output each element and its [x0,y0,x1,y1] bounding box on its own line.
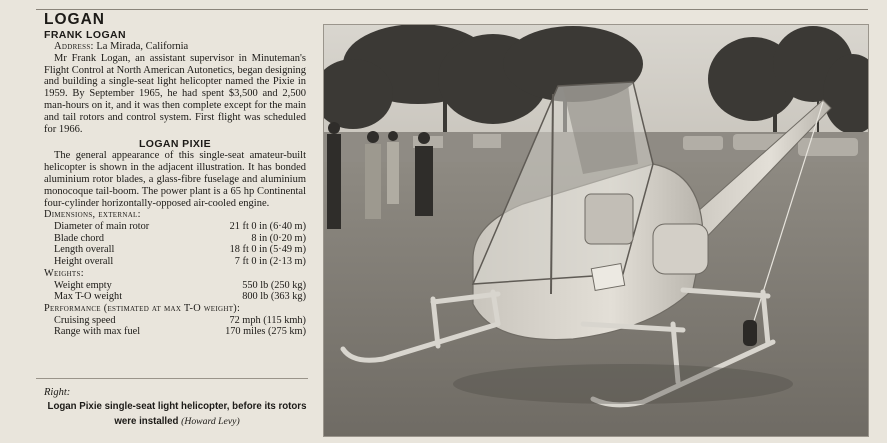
aircraft-title: LOGAN PIXIE [138,138,212,151]
spec-label: Blade chord [54,232,105,244]
caption-text: Logan Pixie single-seat light helicopter, before its rotors were installed [47,401,307,427]
spec-row [44,291,306,303]
designer-name: FRANK LOGAN [44,29,126,41]
ground-wheel [743,320,757,346]
spec-row [44,326,306,338]
spec-label: Length overall [54,244,115,256]
spec-row [44,233,306,245]
address-label: Address: [54,41,94,52]
spec-value: 72 mph (115 kmh) [229,314,306,326]
history-paragraph: Mr Frank Logan, an assistant supervisor in Minuteman's Flight Control at North American Autonetics, began designing and building a single-seat light helicopter named the Pixie in 1959. By September 1965, he had spent $3,500 and 2,500 man-hours on it, and it was then complete except for the main and tail rotors and control system. First flight was scheduled for 1966. [44,52,306,135]
spec-label: Diameter of main rotor [54,221,150,233]
performance-heading: Performance (estimated at max T-O weight): [44,302,241,314]
spec-label: Range with max fuel [54,326,141,338]
spec-value: 18 ft 0 in (5·49 m) [229,244,306,256]
dimensions-heading: Dimensions, external: [44,209,141,221]
seat [585,194,633,244]
spec-value: 21 ft 0 in (6·40 m) [229,221,306,233]
helicopter-photo [323,24,869,437]
spec-row [44,256,306,268]
spec-label: Weight empty [54,279,112,291]
placard [591,264,624,291]
entry-title: LOGAN [44,11,105,28]
spec-value: 800 lb (363 kg) [242,291,306,303]
spec-value: 7 ft 0 in (2·13 m) [234,256,306,268]
weights-heading: Weights: [44,267,84,279]
caption-rule [36,378,308,379]
spec-row [44,315,306,327]
spec-row [44,221,306,233]
engine-cowl [653,224,708,274]
description-paragraph: The general appearance of this single-seat amateur-built helicopter is shown in the adjacent illustration. It has bonded aluminium rotor blades, a glass-fibre fuselage and aluminium monocoque tail-boom. The power plant is a 65 hp Continental four-cylinder horizontally-opposed air-cooled engine. [44,150,306,209]
spec-label: Height overall [54,256,114,268]
address-line [44,41,306,53]
top-rule [36,9,868,10]
text-column [44,11,306,338]
address-value: La Mirada, California [93,41,189,52]
spec-label: Cruising speed [54,314,116,326]
caption-text-block [44,399,310,429]
spec-label: Max T-O weight [54,291,123,303]
photo-credit: (Howard Levy) [181,416,240,427]
caption-position-word: Right: [44,387,71,398]
spec-value: 550 lb (250 kg) [242,279,306,291]
ground-shadow [453,364,793,404]
spec-value: 8 in (0·20 m) [251,232,306,244]
spec-row [44,244,306,256]
photo-caption [44,386,310,429]
spec-row [44,280,306,292]
spec-value: 170 miles (275 km) [225,326,306,338]
